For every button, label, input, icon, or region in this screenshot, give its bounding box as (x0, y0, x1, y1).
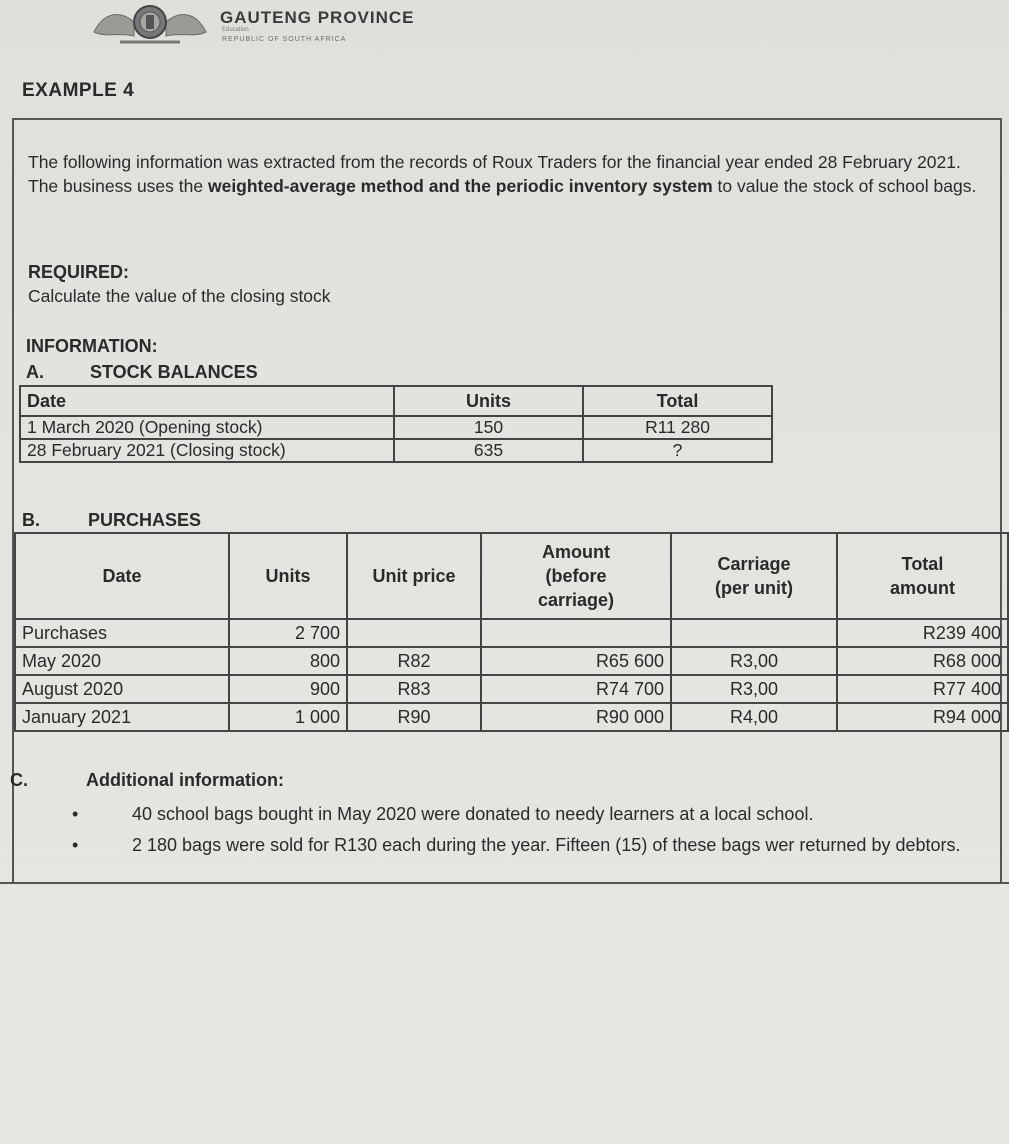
table-cell: R3,00 (671, 647, 837, 675)
table-cell: R83 (347, 675, 481, 703)
province-title: GAUTENG PROVINCE (220, 8, 415, 27)
table-cell: Purchases (15, 619, 229, 647)
table-row-summary (15, 619, 1008, 647)
table-header: Date (15, 533, 229, 619)
table-cell: R68 000 (837, 647, 1008, 675)
republic-name: REPUBLIC OF SOUTH AFRICA (222, 36, 347, 43)
additional-info-list (72, 802, 1009, 864)
stock-balances-table (19, 385, 773, 463)
intro-method: weighted-average method and the periodic inventory system (207, 176, 713, 196)
table-cell: 1 000 (229, 703, 347, 731)
table-cell: 150 (394, 416, 583, 439)
gauteng-crest-logo (90, 2, 210, 46)
list-item: • 2 180 bags were sold for R130 each during the year. Fifteen (15) of these bags wer returned by debtors. (72, 833, 1009, 858)
required-text: Calculate the value of the closing stock (28, 286, 331, 306)
section-c-heading: C. Additional information: (10, 770, 284, 790)
table-cell: R90 (347, 703, 481, 731)
table-header: Amount (before carriage) (481, 533, 671, 619)
table-header-row (15, 533, 1008, 619)
table-cell: 2 700 (229, 619, 347, 647)
table-row (20, 439, 772, 462)
table-header: Unit price (347, 533, 481, 619)
table-header: Carriage (per unit) (671, 533, 837, 619)
section-b-heading: B. PURCHASES (22, 510, 202, 530)
purchases-table (14, 532, 1009, 732)
table-cell: R239 400 (837, 619, 1008, 647)
table-row (15, 703, 1008, 731)
table-row (15, 675, 1008, 703)
department-name: Education (222, 27, 249, 33)
table-cell: R3,00 (671, 675, 837, 703)
table-cell: 28 February 2021 (Closing stock) (20, 439, 394, 462)
table-cell: 800 (229, 647, 347, 675)
information-heading: INFORMATION: (26, 336, 158, 356)
table-cell: August 2020 (15, 675, 229, 703)
section-a-heading: A. STOCK BALANCES (26, 362, 258, 382)
table-cell: R90 000 (481, 703, 671, 731)
table-cell: January 2021 (15, 703, 229, 731)
table-cell: R77 400 (837, 675, 1008, 703)
table-cell (347, 619, 481, 647)
example-title: EXAMPLE 4 (22, 80, 135, 101)
table-row (15, 647, 1008, 675)
table-header: Units (229, 533, 347, 619)
bottom-rule (0, 882, 1009, 884)
table-cell: ? (583, 439, 772, 462)
table-cell: R65 600 (481, 647, 671, 675)
table-cell: R11 280 (583, 416, 772, 439)
required-heading: REQUIRED: (28, 262, 130, 282)
table-cell: R4,00 (671, 703, 837, 731)
table-cell: 635 (394, 439, 583, 462)
list-item: • 40 school bags bought in May 2020 were donated to needy learners at a local school. (72, 802, 1009, 827)
intro-paragraph: The following information was extracted from the records of Roux Traders for the financial year ended 28 February 2021. The business uses the weighted-average method and the periodic inventory system to value the stock of school bags. (28, 152, 977, 196)
table-cell: R82 (347, 647, 481, 675)
table-cell: R94 000 (837, 703, 1008, 731)
table-header: Total (583, 386, 772, 416)
table-row (20, 416, 772, 439)
table-header-row (20, 386, 772, 416)
table-cell (671, 619, 837, 647)
table-header: Total amount (837, 533, 1008, 619)
table-cell: 1 March 2020 (Opening stock) (20, 416, 394, 439)
table-cell: R74 700 (481, 675, 671, 703)
table-cell (481, 619, 671, 647)
table-header: Date (20, 386, 394, 416)
table-header: Units (394, 386, 583, 416)
table-cell: May 2020 (15, 647, 229, 675)
table-cell: 900 (229, 675, 347, 703)
